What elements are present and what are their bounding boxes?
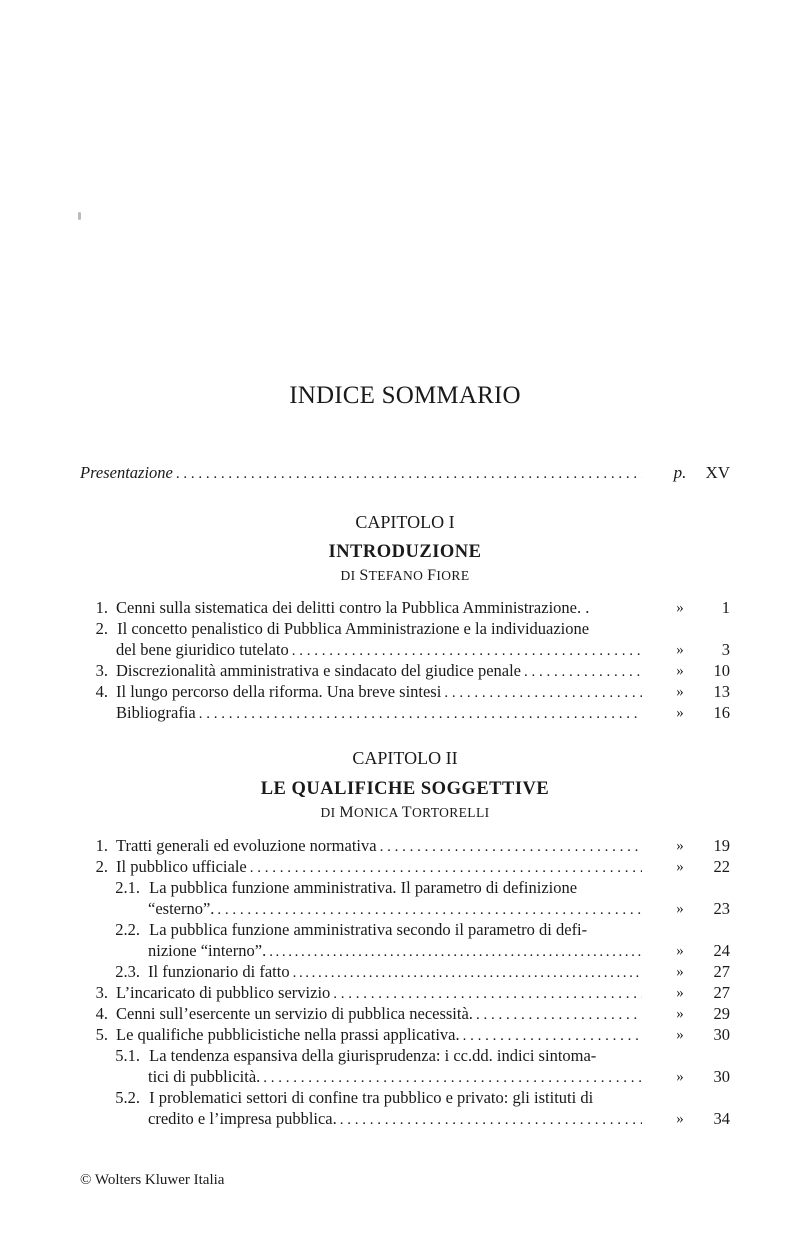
page-number: 27 <box>713 983 730 1002</box>
toc-entry[interactable] <box>80 640 730 660</box>
page-number: 22 <box>713 857 730 876</box>
entry-label-line1: La pubblica funzione amministrativa secondo il parametro di defi- <box>149 920 588 939</box>
entry-label: credito e l’impresa pubblica. <box>148 1109 337 1128</box>
page-title: INDICE SOMMARIO <box>289 382 521 409</box>
toc-entry-first-line <box>80 619 589 639</box>
page-number: 16 <box>713 703 730 722</box>
leader-dots <box>476 1005 642 1024</box>
entry-label: Cenni sulla sistematica dei delitti contro la Pubblica Amministrazione. . <box>116 598 590 617</box>
entry-label: Le qualifiche pubblicistiche nella prassi applicativa. <box>116 1025 460 1044</box>
entry-number: 1. <box>95 598 108 617</box>
entry-label: tici di pubblicità. <box>148 1067 261 1086</box>
page-marker: » <box>676 600 684 616</box>
toc-entry-first-line <box>104 1088 593 1108</box>
copyright-footer: © Wolters Kluwer Italia <box>80 1172 225 1188</box>
chapter-number: CAPITOLO II <box>352 748 458 768</box>
toc-entry-bibliografia[interactable] <box>80 703 730 723</box>
entry-label-line1: Il concetto penalistico di Pubblica Amministrazione e la individuazione <box>117 619 590 638</box>
toc-entry[interactable] <box>80 1109 730 1129</box>
entry-number: 4. <box>95 682 108 701</box>
entry-number: 5.1. <box>115 1046 140 1065</box>
page-number: XV <box>705 463 730 482</box>
entry-label: Il lungo percorso della riforma. Una breve sintesi <box>116 682 442 701</box>
leader-dots <box>444 683 642 702</box>
entry-label-line1: I problematici settori di confine tra pubblico e privato: gli istituti di <box>149 1088 594 1107</box>
chapter-title: INTRODUZIONE <box>328 542 482 562</box>
author-first: ONICA <box>353 805 398 820</box>
page-number: 30 <box>713 1067 730 1086</box>
leader-dots <box>333 984 642 1003</box>
leader-dots <box>292 641 642 660</box>
entry-label: nizione “interno”. <box>148 941 267 960</box>
page-number: 29 <box>713 1004 730 1023</box>
toc-entry[interactable] <box>80 1004 730 1024</box>
leader-dots <box>380 837 642 856</box>
entry-number: 2.2. <box>115 920 140 939</box>
toc-entry[interactable] <box>80 598 730 618</box>
entry-label: Tratti generali ed evoluzione normativa <box>116 836 377 855</box>
page-marker: » <box>676 964 684 980</box>
entry-number: 1. <box>95 836 108 855</box>
page-marker: » <box>676 642 684 658</box>
leader-dots <box>217 900 642 919</box>
entry-label: Bibliografia <box>116 703 196 722</box>
entry-label: Il pubblico ufficiale <box>116 857 247 876</box>
page-marker: » <box>676 663 684 679</box>
chapter-author: DI STEFANO FIORE <box>340 567 470 584</box>
chapter-author: DI MONICA TORTORELLI <box>320 804 490 821</box>
entry-number: 5.2. <box>115 1088 140 1107</box>
entry-label: del bene giuridico tutelato <box>116 640 289 659</box>
toc-entry[interactable] <box>80 962 730 982</box>
author-last: ORTORELLI <box>411 805 490 820</box>
leader-dots <box>293 963 642 982</box>
author-last: IORE <box>436 568 470 583</box>
page-number: 10 <box>713 661 730 680</box>
author-first: TEFANO <box>368 568 424 583</box>
entry-label: L’incaricato di pubblico servizio <box>116 983 331 1002</box>
toc-entry-first-line <box>104 920 587 940</box>
scan-speck <box>78 212 81 220</box>
entry-number: 4. <box>95 1004 108 1023</box>
page-marker: » <box>676 901 684 917</box>
entry-number: 3. <box>95 661 108 680</box>
page-number: 30 <box>713 1025 730 1044</box>
page-number: 13 <box>713 682 730 701</box>
page-number: 24 <box>713 941 730 960</box>
page-marker: » <box>676 1006 684 1022</box>
page-number: 3 <box>721 640 730 659</box>
page-number: 19 <box>713 836 730 855</box>
entry-label: Cenni sull’esercente un servizio di pubblica necessità. <box>116 1004 473 1023</box>
entry-number: 3. <box>95 983 108 1002</box>
entry-number: 2.3. <box>115 962 140 981</box>
toc-entry[interactable] <box>80 983 730 1003</box>
toc-entry[interactable] <box>80 682 730 702</box>
page-number: 1 <box>721 598 730 617</box>
leader-dots <box>463 1026 642 1045</box>
entry-label: Il funzionario di fatto <box>148 962 290 981</box>
leader-dots <box>176 464 642 483</box>
page-number: 23 <box>713 899 730 918</box>
leader-dots <box>250 858 642 877</box>
toc-entry[interactable] <box>80 941 730 961</box>
leader-dots <box>524 662 642 681</box>
toc-entry-first-line <box>104 878 577 898</box>
toc-entry[interactable] <box>80 1067 730 1087</box>
toc-entry[interactable] <box>80 857 730 877</box>
toc-entry[interactable] <box>80 1025 730 1045</box>
entry-label-line1: La pubblica funzione amministrativa. Il parametro di definizione <box>149 878 578 897</box>
page-marker: p. <box>673 463 687 482</box>
entry-label: Discrezionalità amministrativa e sindacato del giudice penale <box>116 661 522 680</box>
page-marker: » <box>676 1027 684 1043</box>
page-marker: » <box>676 705 684 721</box>
toc-entry[interactable] <box>80 661 730 681</box>
leader-dots <box>263 1068 642 1087</box>
leader-dots <box>199 704 642 723</box>
toc-entry-first-line <box>104 1046 596 1066</box>
toc-entry[interactable] <box>80 899 730 919</box>
page-marker: » <box>676 859 684 875</box>
page-marker: » <box>676 684 684 700</box>
page-marker: » <box>676 943 684 959</box>
page-marker: » <box>676 838 684 854</box>
entry-number: 2. <box>95 857 108 876</box>
entry-label: Presentazione <box>80 463 173 482</box>
entry-number: 2. <box>95 619 108 638</box>
leader-dots <box>340 1110 642 1129</box>
entry-label: “esterno”. <box>148 899 215 918</box>
leader-dots <box>269 942 642 961</box>
toc-entry-presentazione[interactable] <box>80 463 730 483</box>
chapter-number: CAPITOLO I <box>355 512 455 532</box>
entry-number: 5. <box>95 1025 108 1044</box>
page-marker: » <box>676 985 684 1001</box>
chapter-title: LE QUALIFICHE SOGGETTIVE <box>260 779 550 799</box>
entry-label-line1: La tendenza espansiva della giurisprudenza: i cc.dd. indici sintoma- <box>149 1046 597 1065</box>
page-marker: » <box>676 1069 684 1085</box>
toc-entry[interactable] <box>80 836 730 856</box>
page-number: 34 <box>713 1109 730 1128</box>
entry-number: 2.1. <box>115 878 140 897</box>
page-number: 27 <box>713 962 730 981</box>
page-marker: » <box>676 1111 684 1127</box>
